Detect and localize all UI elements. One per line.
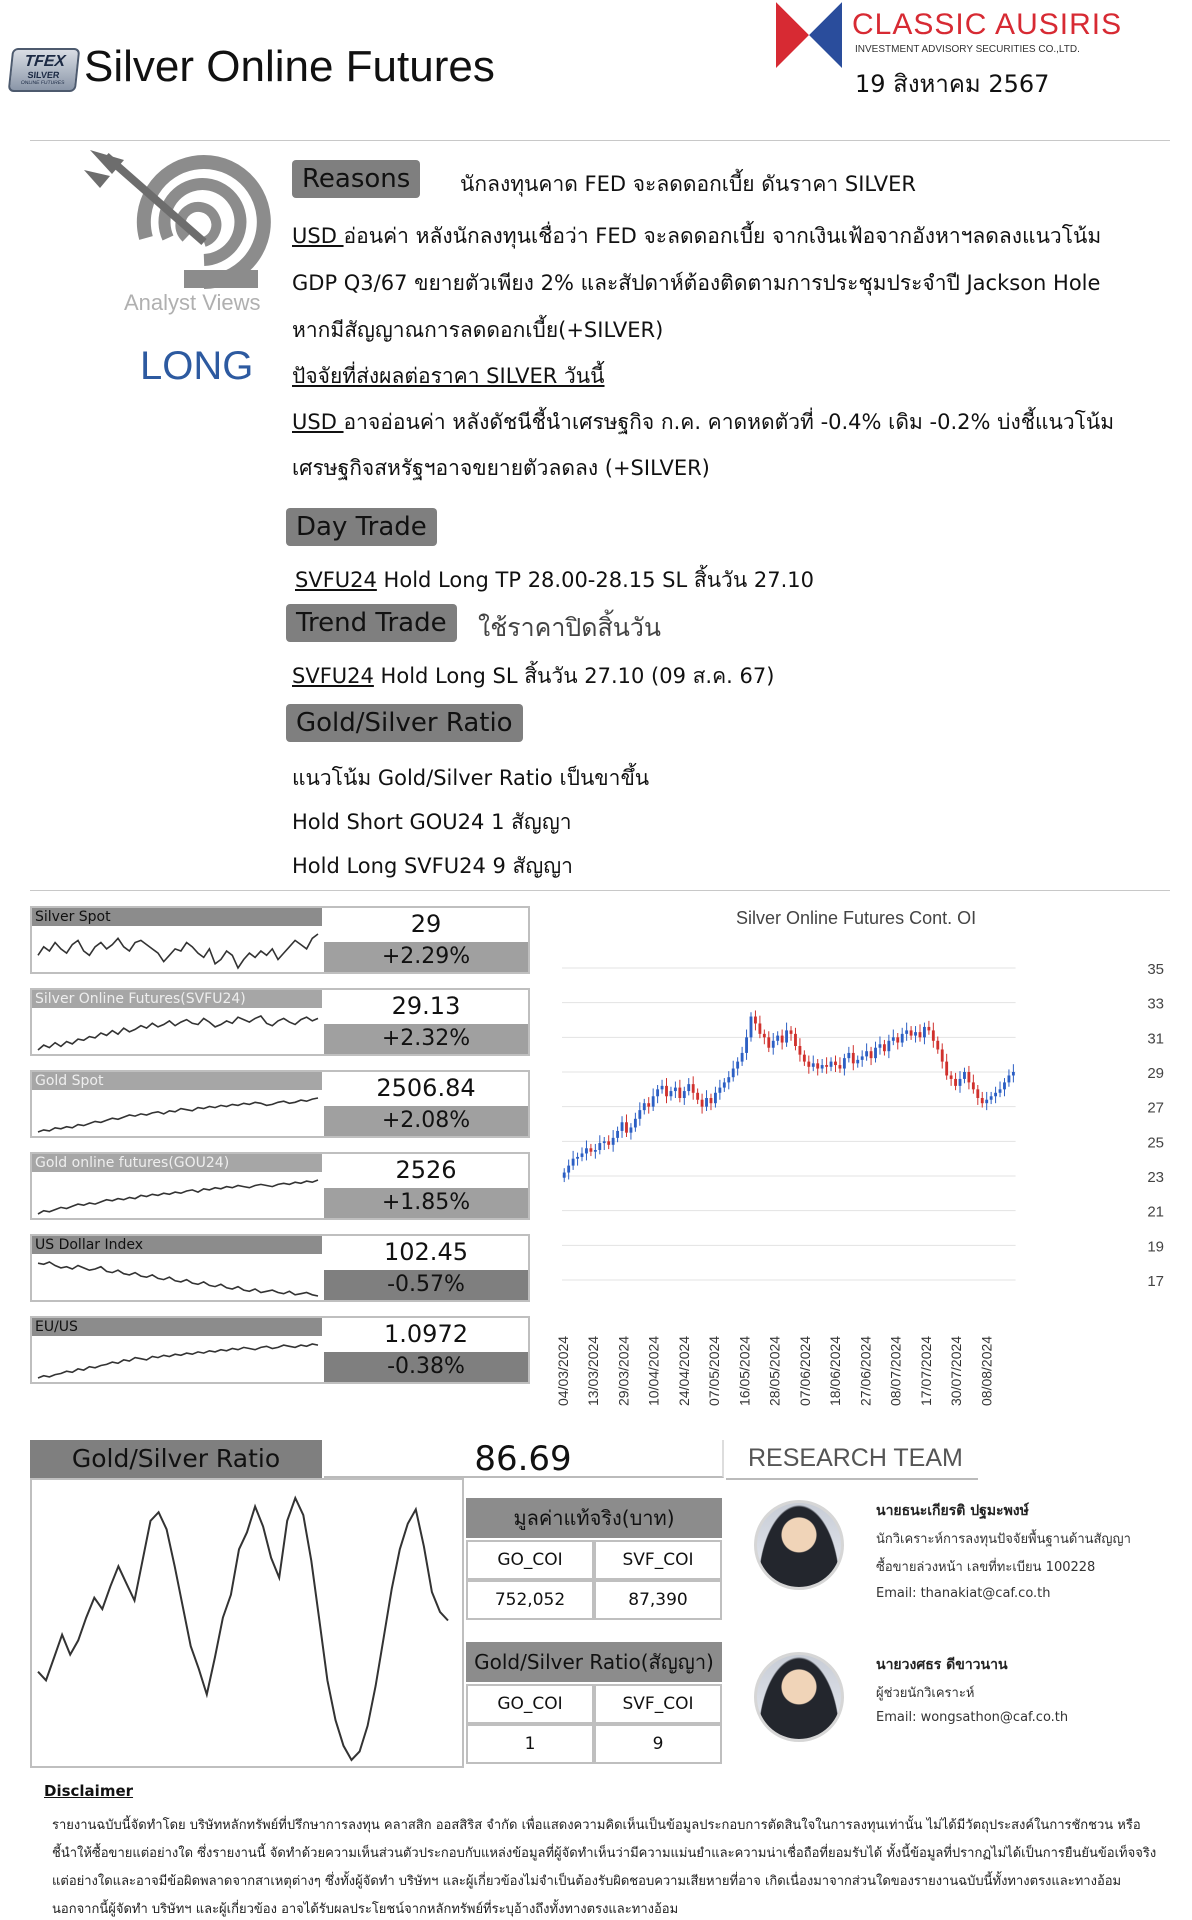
candle-body (607, 1141, 610, 1144)
candle-body (767, 1037, 770, 1047)
x-tick-label: 07/05/2024 (706, 1335, 723, 1406)
candle-body (812, 1063, 815, 1066)
reason-2-line-2: เศรษฐกิจสหรัฐฯอาจขยายตัวลดลง (+SILVER) (292, 456, 710, 480)
y-tick-label: 27 (1147, 1099, 1164, 1117)
candle-body (999, 1089, 1002, 1092)
candle-body (990, 1096, 993, 1099)
analyst-view-long: LONG (140, 344, 254, 388)
candle-body (705, 1098, 708, 1107)
tile-change: +2.29% (324, 942, 528, 972)
gs-ratio-line-chart (30, 1478, 464, 1768)
tile-label: EU/US (32, 1318, 322, 1336)
candle-body (976, 1089, 979, 1098)
table1-value-go: 752,052 (466, 1580, 594, 1620)
candle-body (616, 1131, 619, 1138)
candle-body (843, 1058, 846, 1068)
day-trade-line (295, 564, 814, 597)
factor-title: ปัจจัยที่ส่งผลต่อราคา SILVER วันนี้ (292, 364, 605, 388)
tile-label: Gold Spot (32, 1072, 322, 1090)
candle-body (923, 1027, 926, 1037)
dollar-index-sparkline (34, 1256, 322, 1300)
candle-body (741, 1053, 744, 1062)
x-tick-label: 04/03/2024 (555, 1335, 571, 1406)
tile-value: 2526 (395, 1156, 457, 1184)
candle-body (638, 1110, 641, 1119)
tfex-silver-logo (8, 48, 81, 92)
candle-body (585, 1148, 588, 1153)
candle-body (901, 1034, 904, 1043)
research-team-title: RESEARCH TEAM (748, 1444, 963, 1472)
candle-body (865, 1051, 868, 1056)
eurusd-sparkline (34, 1338, 322, 1382)
usd-label: USD (292, 224, 344, 248)
reason-2-line-1 (292, 406, 1114, 439)
candle-body (670, 1091, 673, 1096)
x-tick-label: 10/04/2024 (645, 1335, 662, 1406)
tfex-logo-silver: SILVER (27, 70, 60, 80)
x-tick-label: 08/08/2024 (978, 1335, 995, 1406)
candle-body (834, 1062, 837, 1065)
trend-trade-pill: Trend Trade (286, 604, 457, 642)
gold-futures-sparkline (34, 1174, 322, 1218)
x-tick-label: 17/07/2024 (917, 1335, 934, 1406)
candle-body (612, 1138, 615, 1145)
candle-body (710, 1098, 713, 1103)
ratio-trend-line: แนวโน้ม Gold/Silver Ratio เป็นขาขึ้น (292, 766, 650, 790)
candle-body (701, 1100, 704, 1107)
candle-body (972, 1082, 975, 1089)
gold-silver-ratio-pill: Gold/Silver Ratio (286, 704, 523, 742)
sparkline-path (38, 1262, 318, 1296)
candle-body (936, 1041, 939, 1050)
usd-label: USD (292, 410, 344, 434)
candle-body (910, 1030, 913, 1035)
candle-body (696, 1093, 699, 1100)
sparkline-path (38, 1180, 318, 1214)
candle-body (732, 1069, 735, 1078)
candle-body (785, 1030, 788, 1042)
broker-name: CLASSIC AUSIRIS (852, 8, 1123, 41)
tile-change: +1.85% (324, 1188, 528, 1218)
day-trade-symbol: SVFU24 (295, 568, 377, 592)
day-trade-pill: Day Trade (286, 508, 437, 546)
tile-label: US Dollar Index (32, 1236, 322, 1254)
candle-body (750, 1017, 753, 1038)
candle-body (967, 1072, 970, 1082)
x-tick-label: 29/03/2024 (615, 1335, 632, 1406)
candle-body (727, 1077, 730, 1082)
candle-body (647, 1103, 650, 1106)
candle-body (723, 1082, 726, 1087)
candle-body (745, 1037, 748, 1053)
candle-body (914, 1032, 917, 1035)
candle-body (803, 1055, 806, 1062)
table2-value-svf: 9 (594, 1724, 722, 1764)
silver-spot-sparkline (34, 928, 322, 972)
tile-gold-futures (30, 1152, 530, 1220)
sparkline-path (38, 934, 318, 968)
disclaimer-title: Disclaimer (44, 1782, 134, 1800)
candle-body (790, 1030, 793, 1033)
analyst-1-name: นายธนะเกียรติ ปฐมะพงษ์ (876, 1503, 1029, 1519)
tfex-logo-sub: ONLINE FUTURES (20, 80, 65, 86)
candle-body (643, 1103, 646, 1110)
y-tick-label: 33 (1147, 995, 1164, 1013)
candle-body (825, 1065, 828, 1067)
candle-body (683, 1091, 686, 1098)
candle-body (652, 1096, 655, 1106)
candle-body (861, 1056, 864, 1059)
tile-label: Silver Online Futures(SVFU24) (32, 990, 322, 1008)
reason-2-text: อาจอ่อนค่า หลังดัชนีชี้นำเศรษฐกิจ ก.ค. คาดหดตัวที่ -0.4% เดิม -0.2% บ่งชี้แนวโน้ม (343, 410, 1115, 434)
candle-body (625, 1122, 628, 1132)
x-tick-label: 16/05/2024 (736, 1335, 753, 1406)
table2-title: Gold/Silver Ratio(สัญญา) (466, 1642, 722, 1682)
candle-body (954, 1079, 957, 1086)
candle-body (621, 1122, 624, 1131)
candle-body (594, 1150, 597, 1152)
x-tick-label: 27/06/2024 (857, 1335, 874, 1406)
table1-title: มูลค่าแท้จริง(บาท) (466, 1498, 722, 1538)
tile-label: Silver Spot (32, 908, 322, 926)
tfex-logo-text: TFEX (23, 53, 67, 70)
y-tick-label: 23 (1147, 1169, 1164, 1186)
y-tick-label: 21 (1147, 1203, 1164, 1221)
reasons-headline: นักลงทุนคาด FED จะลดดอกเบี้ย ดันราคา SILVER (460, 172, 917, 196)
day-trade-text: Hold Long TP 28.00-28.15 SL สิ้นวัน 27.10 (376, 568, 814, 592)
tile-change: +2.08% (324, 1106, 528, 1136)
candle-body (581, 1153, 584, 1156)
y-tick-label: 29 (1147, 1065, 1164, 1082)
y-tick-label: 19 (1147, 1238, 1164, 1256)
x-tick-label: 18/06/2024 (827, 1335, 844, 1406)
candle-body (630, 1127, 633, 1132)
broker-subtitle: INVESTMENT ADVISORY SECURITIES CO.,LTD. (855, 44, 1080, 55)
candle-body (847, 1053, 850, 1058)
candle-body (874, 1048, 877, 1058)
gs-ratio-line (38, 1498, 448, 1760)
candle-body (879, 1044, 882, 1047)
tile-value: 29 (410, 910, 442, 938)
table1-header-svf: SVF_COI (594, 1540, 722, 1580)
candle-body (798, 1046, 801, 1055)
table2-header-go: GO_COI (466, 1684, 594, 1724)
candle-body (687, 1084, 690, 1091)
candle-body (994, 1093, 997, 1096)
candle-body (674, 1088, 677, 1091)
candle-body (754, 1017, 757, 1024)
candle-body (870, 1051, 873, 1058)
candle-body (905, 1030, 908, 1033)
disclaimer-line-3: แต่อย่างใดและอาจมีข้อผิดพลาดจากสาเหตุต่างๆ ซึ่งทั้งผู้จัดทำ บริษัทฯ และผู้เกี่ยวข้องไม่จำเป็นต้องรับผิดชอบความเสียหายที่อาจ เกิดเนื่องมาจากส่วนใดของรายงานฉบับนี้ทั้งทางตรงและทางอ้อม (52, 1874, 1122, 1889)
analyst-1-role: นักวิเคราะห์การลงทุนปัจจัยพื้นฐานด้านสัญญา (876, 1532, 1131, 1547)
candle-body (678, 1088, 681, 1098)
reason-1-line-1 (292, 220, 1101, 253)
silver-futures-candlestick-chart (552, 932, 1172, 1412)
reason-1-line-2: GDP Q3/67 ขยายตัวเพียง 2% และสัปดาห์ต้องติดตามการประชุมประจำปี Jackson Hole (292, 271, 1101, 295)
candle-body (981, 1098, 984, 1103)
trend-trade-line (292, 660, 774, 693)
candle-body (856, 1060, 859, 1063)
candle-body (950, 1075, 953, 1078)
candle-body (758, 1023, 761, 1033)
tile-label: Gold online futures(GOU24) (32, 1154, 322, 1172)
candle-body (1012, 1072, 1015, 1075)
tile-value: 2506.84 (376, 1074, 476, 1102)
x-tick-label: 30/07/2024 (948, 1335, 965, 1406)
tile-change: -0.57% (324, 1270, 528, 1300)
analyst-1-avatar (754, 1500, 844, 1590)
tile-gold-spot (30, 1070, 530, 1138)
candle-body (852, 1053, 855, 1063)
candle-body (736, 1062, 739, 1069)
candle-body (985, 1100, 988, 1103)
candle-body (959, 1079, 962, 1086)
candle-body (603, 1141, 606, 1143)
x-tick-label: 28/05/2024 (766, 1335, 783, 1406)
gs-ratio-label: Gold/Silver Ratio (30, 1440, 322, 1478)
x-tick-label: 24/04/2024 (675, 1335, 692, 1406)
tile-silver-spot (30, 906, 530, 974)
candle-body (830, 1062, 833, 1067)
header-divider (30, 140, 1170, 141)
x-tick-label: 13/03/2024 (585, 1335, 602, 1406)
candle-body (883, 1044, 886, 1051)
candle-body (807, 1062, 810, 1067)
page-title: Silver Online Futures (84, 42, 495, 91)
y-tick-label: 35 (1147, 961, 1164, 978)
candle-body (718, 1088, 721, 1093)
candle-body (896, 1037, 899, 1042)
section-divider (30, 890, 1170, 891)
sparkline-path (38, 1344, 318, 1378)
table2-value-go: 1 (466, 1724, 594, 1764)
analyst-1-license: ซื้อขายล่วงหน้า เลขที่ทะเบียน 100228 (876, 1560, 1096, 1575)
candle-body (816, 1063, 819, 1068)
candle-body (567, 1166, 570, 1173)
candle-body (781, 1036, 784, 1043)
silver-futures-sparkline (34, 1010, 322, 1054)
candle-body (839, 1065, 842, 1068)
x-tick-label: 07/06/2024 (796, 1335, 813, 1406)
reason-1-line-3: หากมีสัญญาณการลดดอกเบี้ย(+SILVER) (292, 318, 664, 342)
candle-body (794, 1034, 797, 1046)
candle-body (945, 1062, 948, 1076)
candle-body (927, 1027, 930, 1030)
oi-chart-title: Silver Online Futures Cont. OI (736, 908, 977, 928)
candle-body (932, 1030, 935, 1040)
ratio-short-line: Hold Short GOU24 1 สัญญา (292, 810, 572, 834)
reasons-pill: Reasons (292, 160, 420, 198)
candle-body (576, 1157, 579, 1159)
tile-eur-usd (30, 1316, 530, 1384)
analyst-2-avatar (754, 1652, 844, 1742)
candle-body (941, 1049, 944, 1061)
trend-trade-text: Hold Long SL สิ้นวัน 27.10 (09 ส.ค. 67) (373, 664, 775, 688)
analyst-1-email: Email: thanakiat@caf.co.th (876, 1586, 1051, 1601)
candle-body (661, 1086, 664, 1089)
candle-body (772, 1041, 775, 1048)
disclaimer-line-1: รายงานฉบับนี้จัดทำโดย บริษัทหลักทรัพย์ที่ปรึกษาการลงทุน คลาสสิก ออสสิริส จำกัด เพื่อแสดงความคิดเห็นเป็นข้อมูลประกอบการตัดสินใจในการลงทุนเท่านั้น ไม่ได้มีวัตถุประสงค์ในการชักชวน หรือ (52, 1818, 1141, 1833)
analyst-2-email: Email: wongsathon@caf.co.th (876, 1710, 1069, 1725)
table1-header-go: GO_COI (466, 1540, 594, 1580)
y-tick-label: 31 (1147, 1030, 1164, 1048)
candle-body (763, 1034, 766, 1037)
reason-1-text: อ่อนค่า หลังนักลงทุนเชื่อว่า FED จะลดดอกเบี้ย จากเงินเฟ้อจากอังหาฯลดลงแนวโน้ม (343, 224, 1102, 248)
candle-body (887, 1041, 890, 1051)
candle-body (919, 1032, 922, 1037)
disclaimer-line-2: ชี้นำให้ซื้อขายแต่อย่างใด ซึ่งรายงานนี้ จัดทำด้วยความเห็นส่วนตัวประกอบกับแหล่งข้อมูลที่ผู้จัดทำเห็นว่ามีความแม่นยำและความน่าเชื่อถือที่ยอมรับได้ ทั้งนี้ข้อมูลที่ปรากฏไม่ได้เป็นการยืนยันข้อเท็จจริง (52, 1846, 1157, 1861)
tile-change: -0.38% (324, 1352, 528, 1382)
tile-silver-futures (30, 988, 530, 1056)
candle-body (714, 1093, 717, 1103)
candle-body (656, 1089, 659, 1096)
target-arrow-icon (84, 150, 274, 290)
candle-body (589, 1148, 592, 1151)
tile-value: 29.13 (391, 992, 461, 1020)
candle-body (963, 1072, 966, 1079)
report-date: 19 สิงหาคม 2567 (855, 70, 1050, 98)
disclaimer-line-4: นอกจากนี้ผู้จัดทำ บริษัทฯ และผู้เกี่ยวข้อง อาจได้รับผลประโยชน์จากหลักทรัพย์ที่ระบุอ้างถึงทั้งทางตรงและทางอ้อม (52, 1902, 679, 1917)
candle-body (821, 1065, 824, 1068)
candle-body (892, 1037, 895, 1040)
analyst-2-name: นายวงศธร ดีขาวนาน (876, 1657, 1008, 1673)
ratio-long-line: Hold Long SVFU24 9 สัญญา (292, 854, 573, 878)
candle-body (692, 1084, 695, 1093)
table2-header-svf: SVF_COI (594, 1684, 722, 1724)
candle-body (572, 1159, 575, 1166)
y-tick-label: 17 (1147, 1273, 1164, 1290)
gs-ratio-value: 86.69 (324, 1440, 724, 1478)
analyst-2-role: ผู้ช่วยนักวิเคราะห์ (876, 1686, 975, 1701)
analyst-views-label: Analyst Views (124, 290, 261, 315)
tile-change: +2.32% (324, 1024, 528, 1054)
tile-us-dollar-index (30, 1234, 530, 1302)
candle-body (1003, 1082, 1006, 1089)
trend-trade-note: ใช้ราคาปิดสิ้นวัน (478, 613, 661, 642)
table1-value-svf: 87,390 (594, 1580, 722, 1620)
gold-spot-sparkline (34, 1092, 322, 1136)
candle-body (776, 1036, 779, 1041)
candle-body (665, 1086, 668, 1096)
sparkline-path (38, 1098, 318, 1132)
classic-ausiris-logo-icon (776, 2, 842, 68)
x-tick-label: 08/07/2024 (887, 1335, 904, 1406)
candle-body (598, 1143, 601, 1150)
candle-body (1008, 1075, 1011, 1082)
tile-value: 102.45 (384, 1238, 468, 1266)
tile-value: 1.0972 (384, 1320, 468, 1348)
candle-body (563, 1173, 566, 1178)
research-team-underline (726, 1478, 978, 1480)
trend-trade-symbol: SVFU24 (292, 664, 374, 688)
y-tick-label: 25 (1147, 1134, 1164, 1152)
candle-body (634, 1119, 637, 1128)
sparkline-path (38, 1016, 318, 1050)
